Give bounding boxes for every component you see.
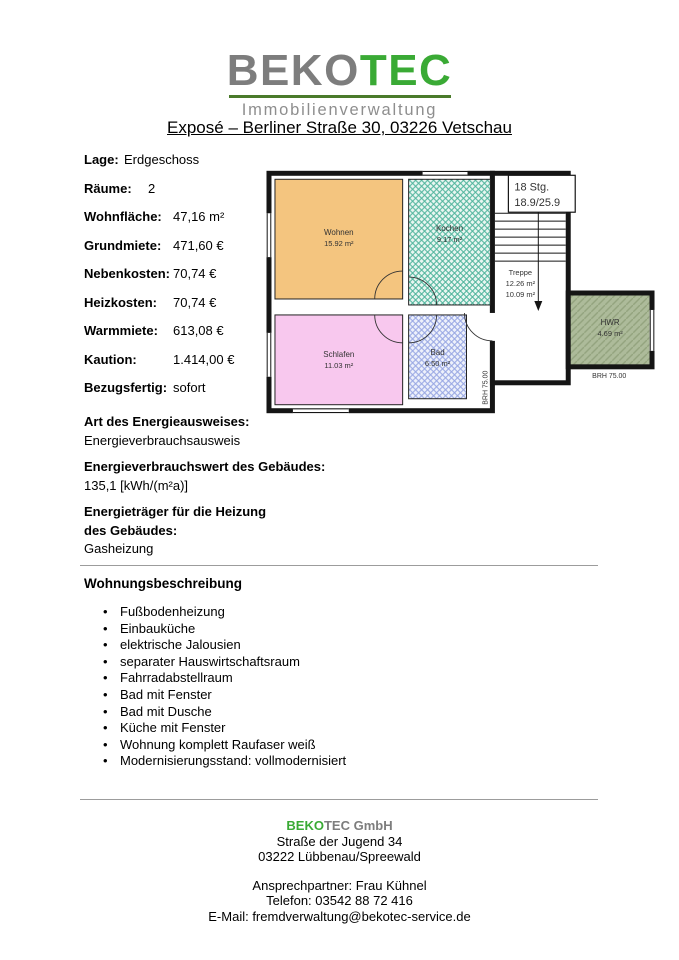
energy-consumption-value: 135,1 [kWh/(m²a)] <box>84 477 189 493</box>
detail-value: 70,74 € <box>173 266 217 281</box>
footer-company-beko: BEKO <box>286 818 324 833</box>
footer-email: E-Mail: fremdverwaltung@bekotec-service.de <box>208 908 471 924</box>
label-schlafen: Schlafen <box>323 349 355 359</box>
label-hwr: HWR <box>600 317 620 327</box>
floorplan-image <box>263 165 662 421</box>
detail-value: 2 <box>148 180 156 196</box>
label-schlafen-area: 11.03 m² <box>324 360 354 370</box>
feature-item: • Bad mit Dusche <box>84 704 584 721</box>
energy-carrier-value: Gasheizung <box>84 541 154 556</box>
detail-label: Räume: <box>84 180 132 196</box>
detail-label: Nebenkosten: <box>84 266 170 281</box>
logo-part-beko: BEKO <box>226 46 360 95</box>
label-kochen-area: 9.17 m² <box>436 235 463 245</box>
label-treppe: Treppe <box>508 268 533 278</box>
label-kochen: Kochen <box>436 224 464 234</box>
feature-item: • Küche mit Fenster <box>84 720 584 737</box>
energy-consumption-label: Energieverbrauchswert des Gebäudes: <box>84 459 326 474</box>
detail-row <box>84 352 284 381</box>
stairs-note-line1: 18 Stg. <box>514 181 550 194</box>
logo-rule <box>229 95 451 98</box>
feature-item: • Einbauküche <box>84 621 584 638</box>
detail-label: Bezugsfertig: <box>84 380 168 395</box>
footer-company <box>0 818 679 834</box>
label-brh-left: BRH 75.00 <box>482 370 490 405</box>
divider-top <box>80 565 598 566</box>
feature-item: • Modernisierungsstand: vollmodernisiert <box>84 753 584 770</box>
footer-street: Straße der Jugend 34 <box>276 833 403 849</box>
energy-carrier-label-1: Energieträger für die Heizung <box>84 504 267 519</box>
footer <box>0 818 679 924</box>
detail-label: Grundmiete: <box>84 237 162 253</box>
feature-item: • Fußbodenheizung <box>84 604 584 621</box>
description-section <box>84 576 584 770</box>
label-treppe-area2: 10.09 m² <box>505 289 536 299</box>
detail-value: 1.414,00 € <box>173 351 235 367</box>
detail-row <box>84 238 284 267</box>
detail-value: 47,16 m² <box>173 209 225 224</box>
description-heading: Wohnungsbeschreibung <box>84 576 242 591</box>
footer-contact-person: Ansprechpartner: Frau Kühnel <box>252 877 427 893</box>
detail-label: Lage: <box>84 152 119 167</box>
feature-item: • Fahrradabstellraum <box>84 670 584 687</box>
feature-item: • Bad mit Fenster <box>84 687 584 704</box>
detail-label: Wohnfläche: <box>84 209 162 224</box>
detail-row <box>84 266 284 295</box>
detail-row <box>84 209 284 238</box>
detail-label: Warmmiete: <box>84 323 158 338</box>
detail-row <box>84 295 284 324</box>
detail-row <box>84 323 284 352</box>
detail-value: 471,60 € <box>173 237 224 253</box>
divider-bottom <box>80 799 598 800</box>
logo-subtitle: Immobilienverwaltung <box>241 101 438 120</box>
footer-company-tec: TEC GmbH <box>323 818 393 833</box>
detail-row <box>84 380 284 409</box>
footer-phone: Telefon: 03542 88 72 416 <box>266 893 413 908</box>
feature-item: • elektrische Jalousien <box>84 637 584 654</box>
company-logo <box>0 48 679 120</box>
label-brh-right: BRH 75.00 <box>592 372 627 380</box>
logo-part-tec: TEC <box>359 46 453 95</box>
feature-list <box>84 604 584 770</box>
feature-item: • separater Hauswirtschaftsraum <box>84 654 584 671</box>
label-wohnen-area: 15.92 m² <box>324 239 354 249</box>
detail-value: 613,08 € <box>173 323 224 338</box>
detail-value: 70,74 € <box>173 294 217 310</box>
energy-carrier-label-2: des Gebäudes: <box>84 522 178 538</box>
energy-cert-value: Energieverbrauchsausweis <box>84 432 241 448</box>
detail-row <box>84 152 284 181</box>
detail-value: sofort <box>173 380 206 395</box>
label-bad-area: 6.50 m² <box>424 358 451 368</box>
label-bad: Bad <box>430 347 445 357</box>
detail-label: Kaution: <box>84 351 137 367</box>
detail-row <box>84 181 284 210</box>
energy-section <box>84 413 344 559</box>
floorplan-svg <box>263 165 662 421</box>
detail-label: Heizkosten: <box>84 294 157 310</box>
logo-wordmark <box>0 48 679 94</box>
property-details <box>84 152 284 409</box>
detail-value: Erdgeschoss <box>124 152 200 167</box>
stairs-note-line2: 18.9/25.9 <box>514 197 561 210</box>
energy-cert-label: Art des Energieausweises: <box>84 414 250 429</box>
page-title: Exposé – Berliner Straße 30, 03226 Vetschau <box>167 118 512 137</box>
feature-item: • Wohnung komplett Raufaser weiß <box>84 737 584 754</box>
label-treppe-area1: 12.26 m² <box>505 279 536 289</box>
label-wohnen: Wohnen <box>324 228 354 238</box>
label-hwr-area: 4.69 m² <box>597 328 623 338</box>
footer-city: 03222 Lübbenau/Spreewald <box>258 849 421 864</box>
